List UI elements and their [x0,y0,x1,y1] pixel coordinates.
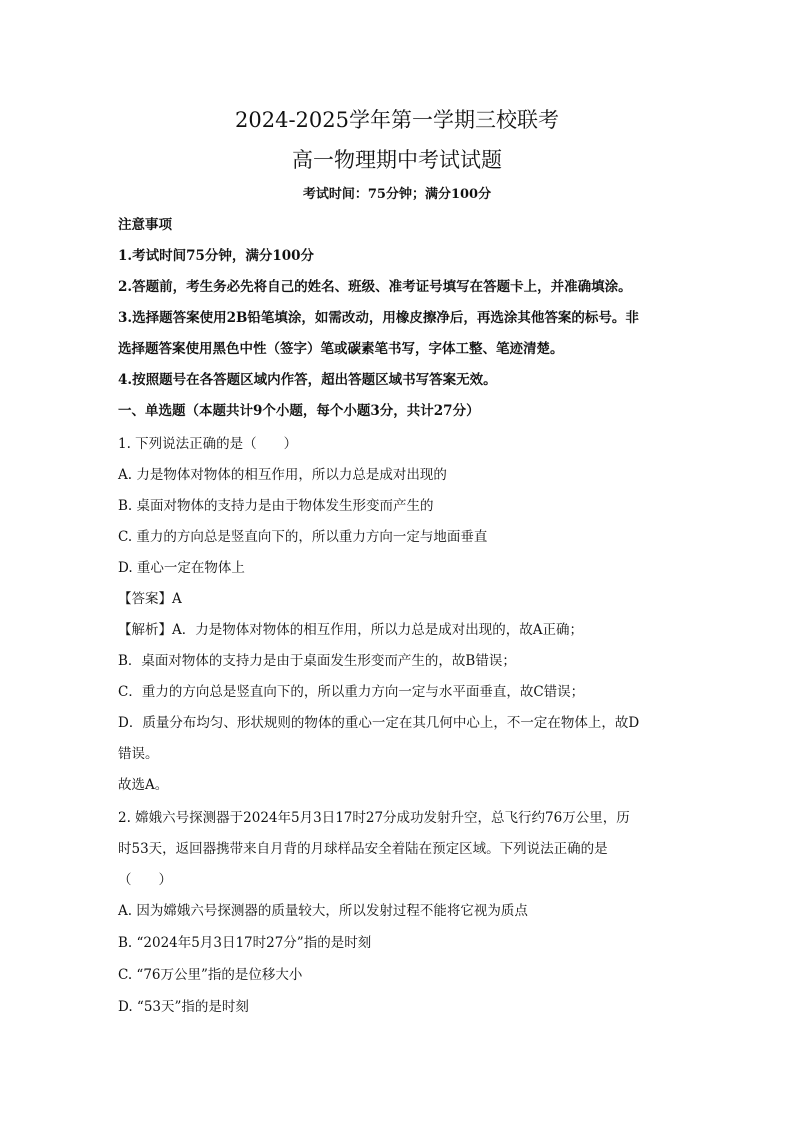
exam-subject-title: 高一物理期中考试试题 [292,148,502,172]
q1-stem: 1. 下列说法正确的是（ ） [118,436,298,452]
section-heading-single-choice: 一、单选题（本题共计9个小题，每个小题3分，共计27分） [118,403,480,419]
q2-option-d: D. “53天”指的是时刻 [118,999,249,1015]
q1-analysis-b: B．桌面对物体的支持力是由于桌面发生形变而产生的，故B错误； [118,653,516,669]
note-item-3: 3.选择题答案使用2B铅笔填涂，如需改动，用橡皮擦净后，再选涂其他答案的标号。非 [118,310,639,326]
q1-analysis-d: D．质量分布均匀、形状规则的物体的重心一定在其几何中心上，不一定在物体上，故D [118,715,640,731]
note-item-4: 4.按照题号在各答题区域内作答，超出答题区域书写答案无效。 [118,372,497,388]
q2-stem-line-1: 2. 嫦娥六号探测器于2024年5月3日17时27分成功发射升空，总飞行约76万公里，历 [118,810,630,826]
q2-option-c: C. “76万公里”指的是位移大小 [118,967,303,983]
q1-option-a: A. 力是物体对物体的相互作用，所以力总是成对出现的 [118,467,447,483]
notes-heading: 注意事项 [118,217,172,233]
q1-option-d: D. 重心一定在物体上 [118,560,245,576]
q1-answer: 【答案】A [118,591,182,607]
note-item-2: 2.答题前，考生务必先将自己的姓名、班级、准考证号填写在答题卡上，并准确填涂。 [118,279,632,295]
exam-title: 2024-2025学年第一学期三校联考 [235,108,559,132]
q1-analysis-a: 【解析】A．力是物体对物体的相互作用，所以力总是成对出现的，故A正确； [118,622,583,638]
q1-option-b: B. 桌面对物体的支持力是由于物体发生形变而产生的 [118,498,434,514]
q2-stem-line-3: （ ） [118,872,172,888]
q1-conclusion: 故选A。 [118,777,169,793]
exam-info: 考试时间：75分钟；满分100分 [302,187,492,202]
note-item-1: 1.考试时间75分钟，满分100分 [118,248,315,264]
q2-option-a: A. 因为嫦娥六号探测器的质量较大，所以发射过程不能将它视为质点 [118,903,528,919]
q2-option-b: B. “2024年5月3日17时27分”指的是时刻 [118,935,372,951]
q1-analysis-c: C．重力的方向总是竖直向下的，所以重力方向一定与水平面垂直，故C错误； [118,684,585,700]
q1-analysis-d-cont: 错误。 [118,746,159,762]
note-item-3-cont: 选择题答案使用黑色中性（签字）笔或碳素笔书写，字体工整、笔迹清楚。 [118,341,564,357]
q1-option-c: C. 重力的方向总是竖直向下的，所以重力方向一定与地面垂直 [118,529,488,545]
q2-stem-line-2: 时53天，返回器携带来自月背的月球样品安全着陆在预定区域。下列说法正确的是 [118,841,608,857]
